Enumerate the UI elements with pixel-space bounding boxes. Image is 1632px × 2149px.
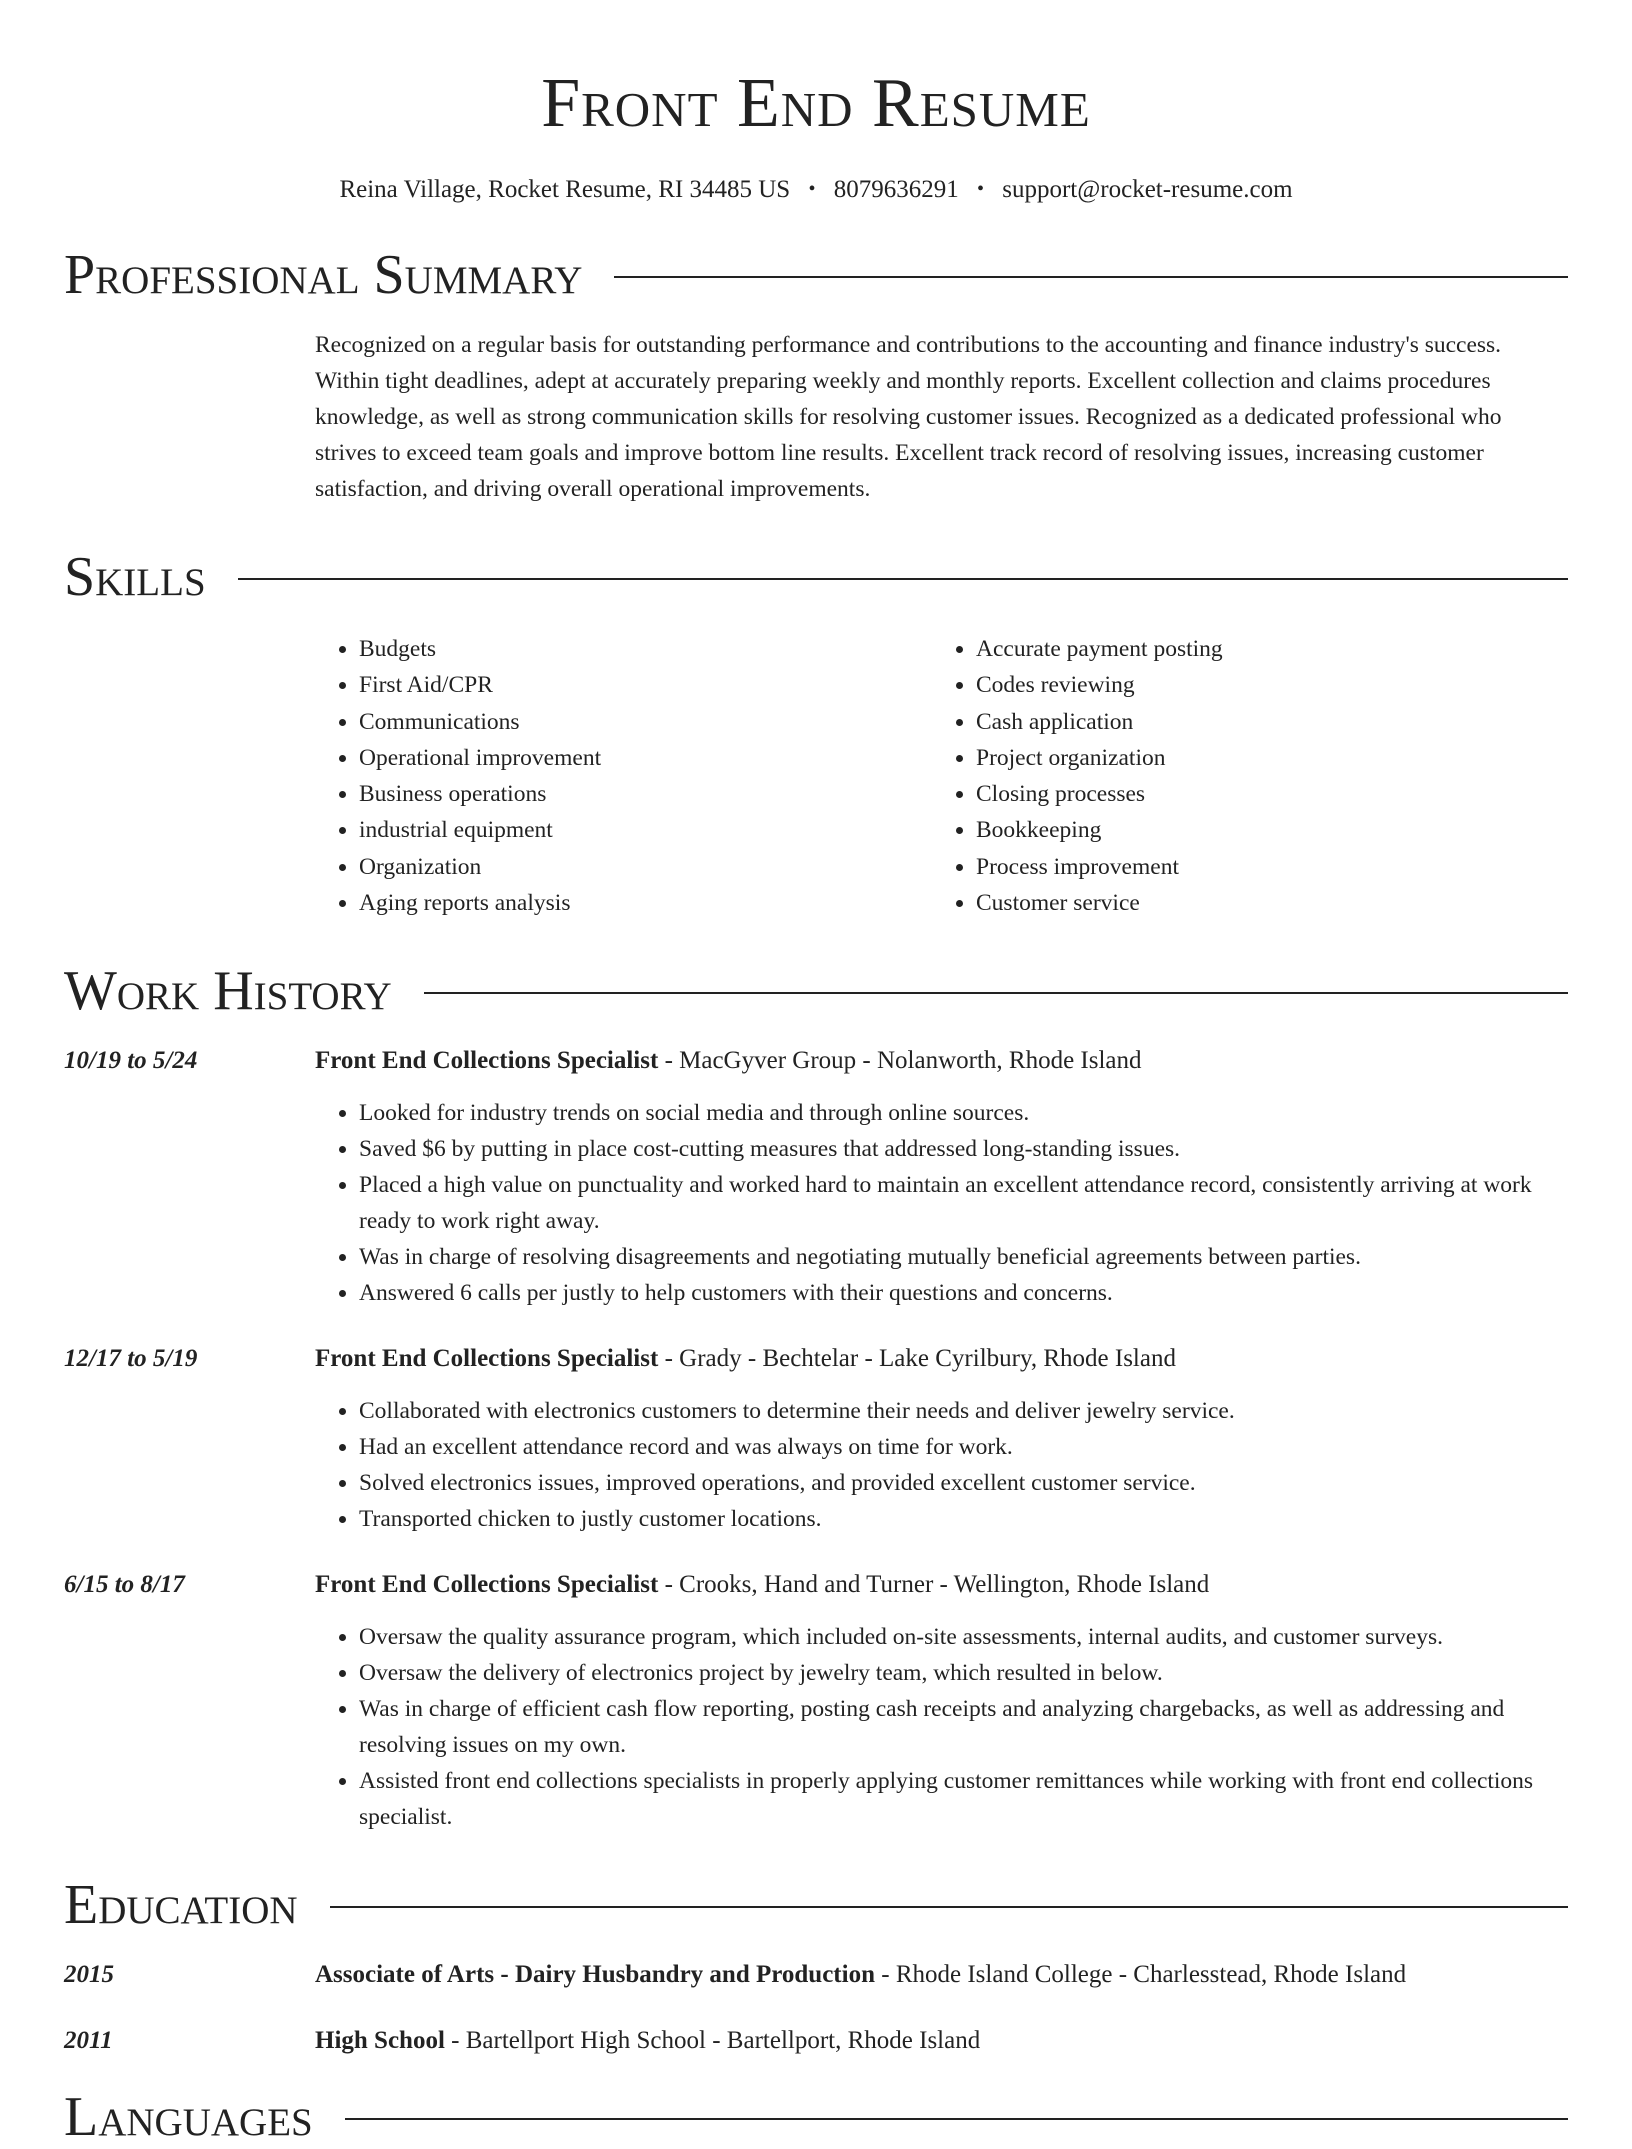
job-body [315,1043,1568,1311]
contact-address: Reina Village, Rocket Resume, RI 34485 US [339,176,791,203]
education-heading: Education [64,1874,298,1937]
job-bullet: • Oversaw the delivery of electronics project by jewelry team, which resulted in below. [359,1655,1568,1691]
skill-item: • Project organization [976,740,1549,776]
job-entry [64,1341,1568,1537]
skills-heading: Skills [64,546,206,608]
job-company-location: - Grady - Bechtelar - Lake Cyrilbury, Rhode Island [658,1345,1176,1373]
job-bullet: • Answered 6 calls per justly to help customers with their questions and concerns. [359,1275,1568,1311]
summary-spacer [64,327,315,507]
job-bullet: • Assisted front end collections specialists in properly applying customer remittances while working with front end collections specialist. [359,1763,1568,1835]
job-bullet: • Had an excellent attendance record and was always on time for work. [359,1429,1568,1465]
job-body [315,1341,1568,1537]
job-entry [64,1043,1568,1311]
education-year: 2011 [64,2027,113,2055]
contact-email: support@rocket-resume.com [1002,176,1293,203]
job-bullets [315,1619,1568,1835]
skill-item: • Codes reviewing [976,667,1549,703]
job-bullet: • Transported chicken to justly customer locations. [359,1501,1568,1537]
job-bullet: • Solved electronics issues, improved operations, and provided excellent customer service. [359,1465,1568,1501]
skill-item: • Budgets [359,631,932,667]
education-body [315,1957,1568,1993]
job-bullets [315,1393,1568,1537]
job-title: Front End Collections Specialist [315,1571,659,1599]
job-heading [315,1567,1568,1603]
job-company-location: - MacGyver Group - Nolanworth, Rhode Island [658,1047,1142,1075]
skill-item: • Business operations [359,776,932,812]
job-body [315,1567,1568,1835]
education-body [315,2023,1568,2059]
education-school-location: - Bartellport High School - Bartellport, Rhode Island [444,2027,981,2055]
skill-item: • Communications [359,704,932,740]
job-title: Front End Collections Specialist [315,1345,659,1373]
job-bullets [315,1095,1568,1311]
job-entry [64,1567,1568,1835]
section-divider [424,992,1568,994]
skill-item: • Customer service [976,885,1549,921]
languages-heading: Languages [64,2086,313,2149]
skills-section-header [64,545,1568,609]
education-degree: Associate of Arts - Dairy Husbandry and Production [315,1961,875,1989]
skills-row [64,631,1568,921]
job-company-location: - Crooks, Hand and Turner - Wellington, Rhode Island [658,1571,1210,1599]
skill-item: • Accurate payment posting [976,631,1549,667]
resume-page [64,0,1568,2149]
summary-row [64,327,1568,507]
skill-item: • Aging reports analysis [359,885,932,921]
job-bullet: • Saved $6 by putting in place cost-cutting measures that addressed long-standing issues. [359,1131,1568,1167]
skill-item: • Organization [359,849,932,885]
section-divider [330,1906,1568,1908]
job-bullet: • Was in charge of resolving disagreements and negotiating mutually beneficial agreements between parties. [359,1239,1568,1275]
job-title: Front End Collections Specialist [315,1047,659,1075]
education-degree: High School [315,2027,445,2055]
languages-section-header [64,2085,1568,2149]
job-bullet: • Looked for industry trends on social media and through online sources. [359,1095,1568,1131]
skill-item: • Bookkeeping [976,812,1549,848]
education-entry [64,1957,1568,1993]
skill-item: • Process improvement [976,849,1549,885]
resume-title: Front End Resume [541,65,1091,142]
education-year: 2015 [64,1961,114,1989]
contact-separator: • [808,178,816,200]
job-heading [315,1341,1568,1377]
job-bullet: • Oversaw the quality assurance program, which included on-site assessments, internal audits, and customer surveys. [359,1619,1568,1655]
skills-list-left [315,631,932,921]
work-section-header [64,959,1568,1023]
education-school-location: - Rhode Island College - Charlesstead, Rhode Island [875,1961,1407,1989]
skills-list-right [932,631,1549,921]
summary-section-header [64,243,1568,307]
skill-item: • Closing processes [976,776,1549,812]
work-heading: Work History [64,960,392,1023]
job-dates: 6/15 to 8/17 [64,1571,185,1599]
skill-item: • Operational improvement [359,740,932,776]
summary-text: Recognized on a regular basis for outstanding performance and contributions to the accounting and finance industry's success. Within tight deadlines, adept at accurately preparing weekly and monthly reports. Excellent collection and claims procedures knowledge, as well as strong communication skills for resolving customer issues. Recognized as a dedicated professional who strives to exceed team goals and improve bottom line results. Excellent track record of resolving issues, increasing customer satisfaction, and driving overall operational improvements. [315,332,1502,502]
skill-item: • First Aid/CPR [359,667,932,703]
job-dates: 12/17 to 5/19 [64,1345,198,1373]
education-entry [64,2023,1568,2059]
education-section-header [64,1873,1568,1937]
contact-phone: 8079636291 [833,176,959,203]
job-dates: 10/19 to 5/24 [64,1047,198,1075]
contact-separator: • [976,178,984,200]
job-heading [315,1043,1568,1079]
section-divider [345,2118,1568,2120]
job-bullet: • Collaborated with electronics customers to determine their needs and deliver jewelry service. [359,1393,1568,1429]
summary-heading: Professional Summary [64,244,583,306]
section-divider [614,276,1568,278]
skill-item: • industrial equipment [359,812,932,848]
section-divider [238,578,1568,580]
skills-spacer [64,631,315,921]
job-bullet: • Was in charge of efficient cash flow reporting, posting cash receipts and analyzing chargebacks, as well as addressing and resolving issues on my own. [359,1691,1568,1763]
skill-item: • Cash application [976,704,1549,740]
contact-line [64,174,1568,205]
job-bullet: • Placed a high value on punctuality and worked hard to maintain an excellent attendance record, consistently arriving at work ready to work right away. [359,1167,1568,1239]
